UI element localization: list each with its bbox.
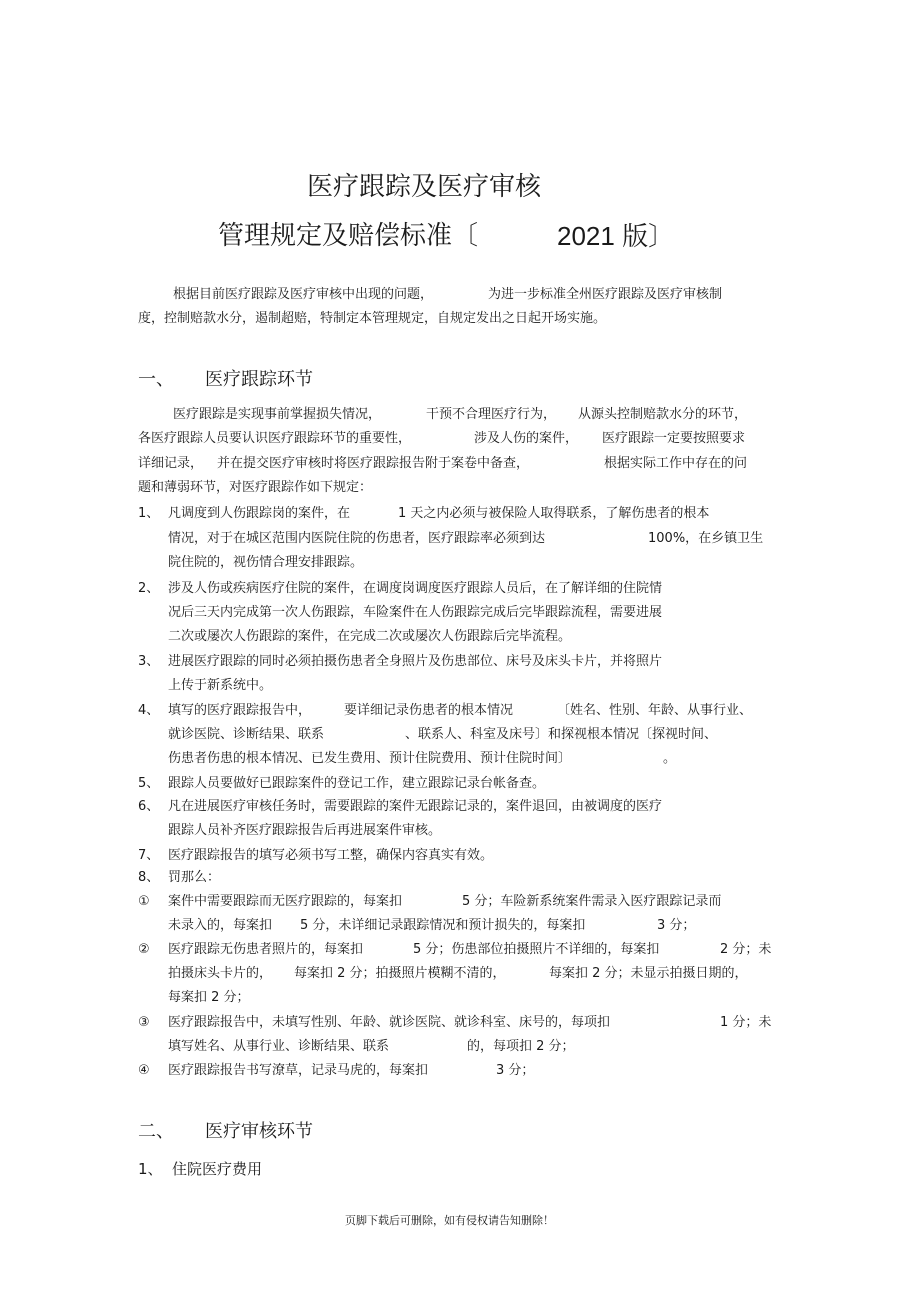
item-1-number: 1、 (138, 506, 160, 521)
section1-number: 一、 (138, 369, 174, 390)
item-1-l1-a: 凡调度到人伤跟踪岗的案件，在 (168, 506, 351, 521)
page-footer-note: 页脚下载后可删除，如有侵权请告知删除！ (345, 1214, 554, 1227)
item-4-l3-b: 。 (663, 751, 677, 766)
penalty-2-l2-b: 每案扣 2 分；拍摄照片模糊不清的， (294, 966, 506, 981)
penalty-4-l1-b: 3 分； (496, 1063, 535, 1078)
item-3-l2: 上传于新系统中。 (168, 678, 273, 693)
penalty-4-number: ④ (138, 1063, 150, 1078)
s1-para-l3-c: 根据实际工作中存在的问 (604, 456, 748, 471)
item-4-l1-b: 要详细记录伤患者的根本情况 (344, 703, 514, 718)
section2-title: 医疗审核环节 (205, 1121, 313, 1142)
s1-para-l1-b: 干预不合理医疗行为， (426, 407, 557, 422)
title-line-1: 医疗跟踪及医疗审核 (307, 172, 542, 202)
item-2-l1: 涉及人伤或疾病医疗住院的案件，在调度岗调度医疗跟踪人员后，在了解详细的住院情 (168, 581, 663, 596)
s1-para-l1-c: 从源头控制赔款水分的环节， (578, 407, 748, 422)
penalty-2-number: ② (138, 942, 150, 957)
intro-line-1-a: 根据目前医疗跟踪及医疗审核中出现的问题， (173, 287, 434, 302)
intro-line-2: 度，控制赔款水分，遏制超赔，特制定本管理规定，自规定发出之日起开场实施。 (138, 311, 607, 326)
item-6-l1: 凡在进展医疗审核任务时，需要跟踪的案件无跟踪记录的，案件退回，由被调度的医疗 (168, 799, 663, 814)
s1-para-l1-a: 医疗跟踪是实现事前掌握损失情况， (173, 407, 382, 422)
item-1-l1-b: 1 天之内必须与被保险人取得联系，了解伤患者的根本 (398, 506, 710, 521)
item-4-l1-c: 〔姓名、性别、年龄、从事行业、 (557, 703, 753, 718)
penalty-2-l1-b: 5 分；伤患部位拍摄照片不详细的，每案扣 (413, 942, 660, 957)
item-1-l2-b: 100%，在乡镇卫生 (648, 531, 764, 546)
penalty-1-l1-b: 5 分；车险新系统案件需录入医疗跟踪记录而 (462, 894, 722, 909)
item-5-l1: 跟踪人员要做好已跟踪案件的登记工作，建立跟踪记录台帐备查。 (168, 776, 546, 791)
title-line-2-b: 2021 版〕 (557, 221, 675, 251)
item-6-number: 6、 (138, 799, 160, 814)
penalty-1-l1-a: 案件中需要跟踪而无医疗跟踪的，每案扣 (168, 894, 403, 909)
penalty-3-l1-b: 1 分；未 (720, 1015, 772, 1030)
penalty-3-l2-b: 的，每项扣 2 分； (467, 1039, 575, 1054)
item-1-l2-a: 情况，对于在城区范围内医院住院的伤患者，医疗跟踪率必须到达 (168, 531, 546, 546)
item-2-number: 2、 (138, 581, 160, 596)
intro-line-1-b: 为进一步标准全州医疗跟踪及医疗审核制 (488, 287, 723, 302)
section2-number: 二、 (138, 1121, 174, 1142)
title-line-2-a: 管理规定及赔偿标准〔 (218, 221, 479, 251)
penalty-2-l1-c: 2 分；未 (720, 942, 772, 957)
s1-para-l3-a: 详细记录， (138, 456, 204, 471)
s1-para-l4: 题和薄弱环节，对医疗跟踪作如下规定： (138, 480, 373, 495)
s1-para-l2-a: 各医疗跟踪人员要认识医疗跟踪环节的重要性， (138, 431, 412, 446)
item-7-number: 7、 (138, 848, 160, 863)
item-5-number: 5、 (138, 776, 160, 791)
item-3-l1: 进展医疗跟踪的同时必须拍摄伤患者全身照片及伤患部位、床号及床头卡片，并将照片 (168, 654, 663, 669)
penalty-3-number: ③ (138, 1015, 150, 1030)
item-4-l1-a: 填写的医疗跟踪报告中， (168, 703, 312, 718)
item-2-l3: 二次或屡次人伤跟踪的案件，在完成二次或屡次人伤跟踪后完毕流程。 (168, 629, 572, 644)
penalty-1-l2-c: 3 分； (657, 918, 696, 933)
item-4-l2-a: 就诊医院、诊断结果、联系 (168, 727, 325, 742)
penalty-3-l2-a: 填写姓名、从事行业、诊断结果、联系 (168, 1039, 390, 1054)
penalty-1-l2-b: 5 分，未详细记录跟踪情况和预计损失的，每案扣 (300, 918, 586, 933)
section1-title: 医疗跟踪环节 (205, 369, 313, 390)
item-4-l2-b: 、联系人、科室及床号〕和探视根本情况〔探视时间、 (405, 727, 718, 742)
penalty-2-l3: 每案扣 2 分； (168, 990, 250, 1005)
section2-sub-number: 1、 (138, 1160, 163, 1178)
penalty-4-l1-a: 医疗跟踪报告书写潦草，记录马虎的，每案扣 (168, 1063, 429, 1078)
item-3-number: 3、 (138, 654, 160, 669)
item-8-l1: 罚那么： (168, 870, 221, 885)
penalty-3-l1-a: 医疗跟踪报告中，未填写性别、年龄、就诊医院、就诊科室、床号的，每项扣 (168, 1015, 611, 1030)
penalty-2-l1-a: 医疗跟踪无伤患者照片的，每案扣 (168, 942, 364, 957)
penalty-2-l2-a: 拍摄床头卡片的， (168, 966, 273, 981)
item-8-number: 8、 (138, 870, 160, 885)
item-4-l3-a: 伤患者伤患的根本情况、已发生费用、预计住院费用、预计住院时间〕 (168, 751, 572, 766)
s1-para-l2-c: 医疗跟踪一定要按照要求 (602, 431, 746, 446)
penalty-1-l2-a: 未录入的，每案扣 (168, 918, 273, 933)
item-6-l2: 跟踪人员补齐医疗跟踪报告后再进展案件审核。 (168, 823, 442, 838)
item-7-l1: 医疗跟踪报告的填写必须书写工整，确保内容真实有效。 (168, 848, 494, 863)
item-2-l2: 况后三天内完成第一次人伤跟踪，车险案件在人伤跟踪完成后完毕跟踪流程，需要进展 (168, 605, 663, 620)
penalty-2-l2-c: 每案扣 2 分；未显示拍摄日期的， (549, 966, 748, 981)
item-4-number: 4、 (138, 703, 160, 718)
s1-para-l2-b: 涉及人伤的案件， (474, 431, 579, 446)
item-1-l3: 院住院的，视伤情合理安排跟踪。 (168, 555, 364, 570)
s1-para-l3-b: 并在提交医疗审核时将医疗跟踪报告附于案卷中备查， (217, 456, 530, 471)
penalty-1-number: ① (138, 894, 150, 909)
section2-sub-title: 住院医疗费用 (172, 1160, 263, 1178)
